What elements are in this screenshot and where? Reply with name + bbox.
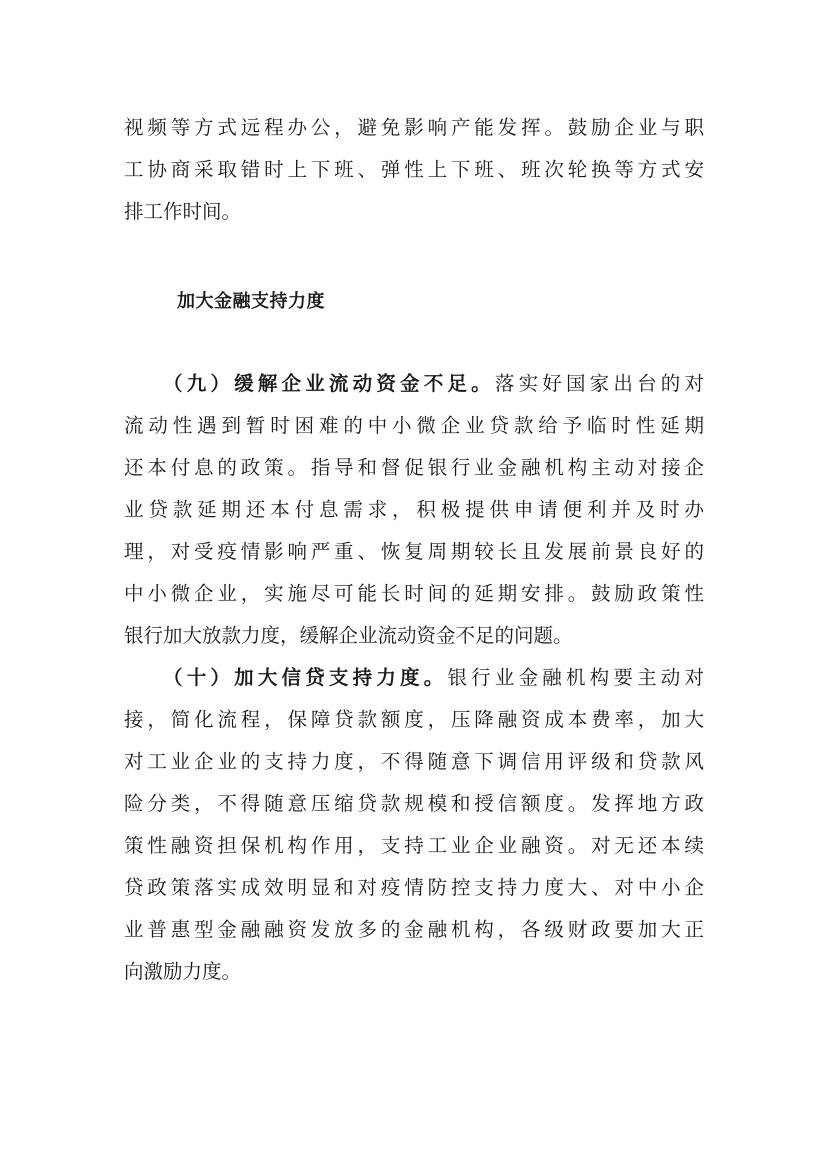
paragraph-line: 向激励力度。 (124, 960, 242, 983)
paragraph-line: 银行加大放款力度，缓解企业流动资金不足的问题。 (124, 624, 573, 647)
item-10-first-line (163, 663, 704, 693)
item-10-first-rest: 银行业金融机构要主动对 (447, 666, 704, 689)
paragraph-line: 工协商采取错时上下班、弹性上下班、班次轮换等方式安 (124, 158, 704, 181)
paragraph-line: 业贷款延期还本付息需求，积极提供申请便利并及时办 (124, 498, 704, 521)
paragraph-line: 理，对受疫情影响严重、恢复周期较长且发展前景良好的 (124, 540, 704, 563)
item-9-title: （九）缓解企业流动资金不足。 (163, 372, 495, 395)
paragraph-line: 业普惠型金融融资发放多的金融机构，各级财政要加大正 (124, 918, 704, 941)
paragraph-line: 接，简化流程，保障贷款额度，压降融资成本费率，加大 (124, 708, 704, 731)
paragraph-line: 对工业企业的支持力度，不得随意下调信用评级和贷款风 (124, 750, 704, 773)
item-9-first-line (163, 369, 704, 399)
paragraph-line: 贷政策落实成效明显和对疫情防控支持力度大、对中小企 (124, 876, 704, 899)
paragraph-line: 险分类，不得随意压缩贷款规模和授信额度。发挥地方政 (124, 792, 704, 815)
section-heading: 加大金融支持力度 (177, 291, 325, 312)
item-10-title: （十）加大信贷支持力度。 (163, 666, 448, 689)
paragraph-line: 排工作时间。 (124, 200, 242, 223)
paragraph-line: 视频等方式远程办公，避免影响产能发挥。鼓励企业与职 (124, 116, 704, 139)
paragraph-line: 策性融资担保机构作用，支持工业企业融资。对无还本续 (124, 834, 704, 857)
paragraph-line: 还本付息的政策。指导和督促银行业金融机构主动对接企 (124, 456, 704, 479)
paragraph-line: 流动性遇到暂时困难的中小微企业贷款给予临时性延期 (124, 414, 704, 437)
paragraph-line: 中小微企业，实施尽可能长时间的延期安排。鼓励政策性 (124, 582, 704, 605)
item-9-first-rest: 落实好国家出台的对 (494, 372, 704, 395)
